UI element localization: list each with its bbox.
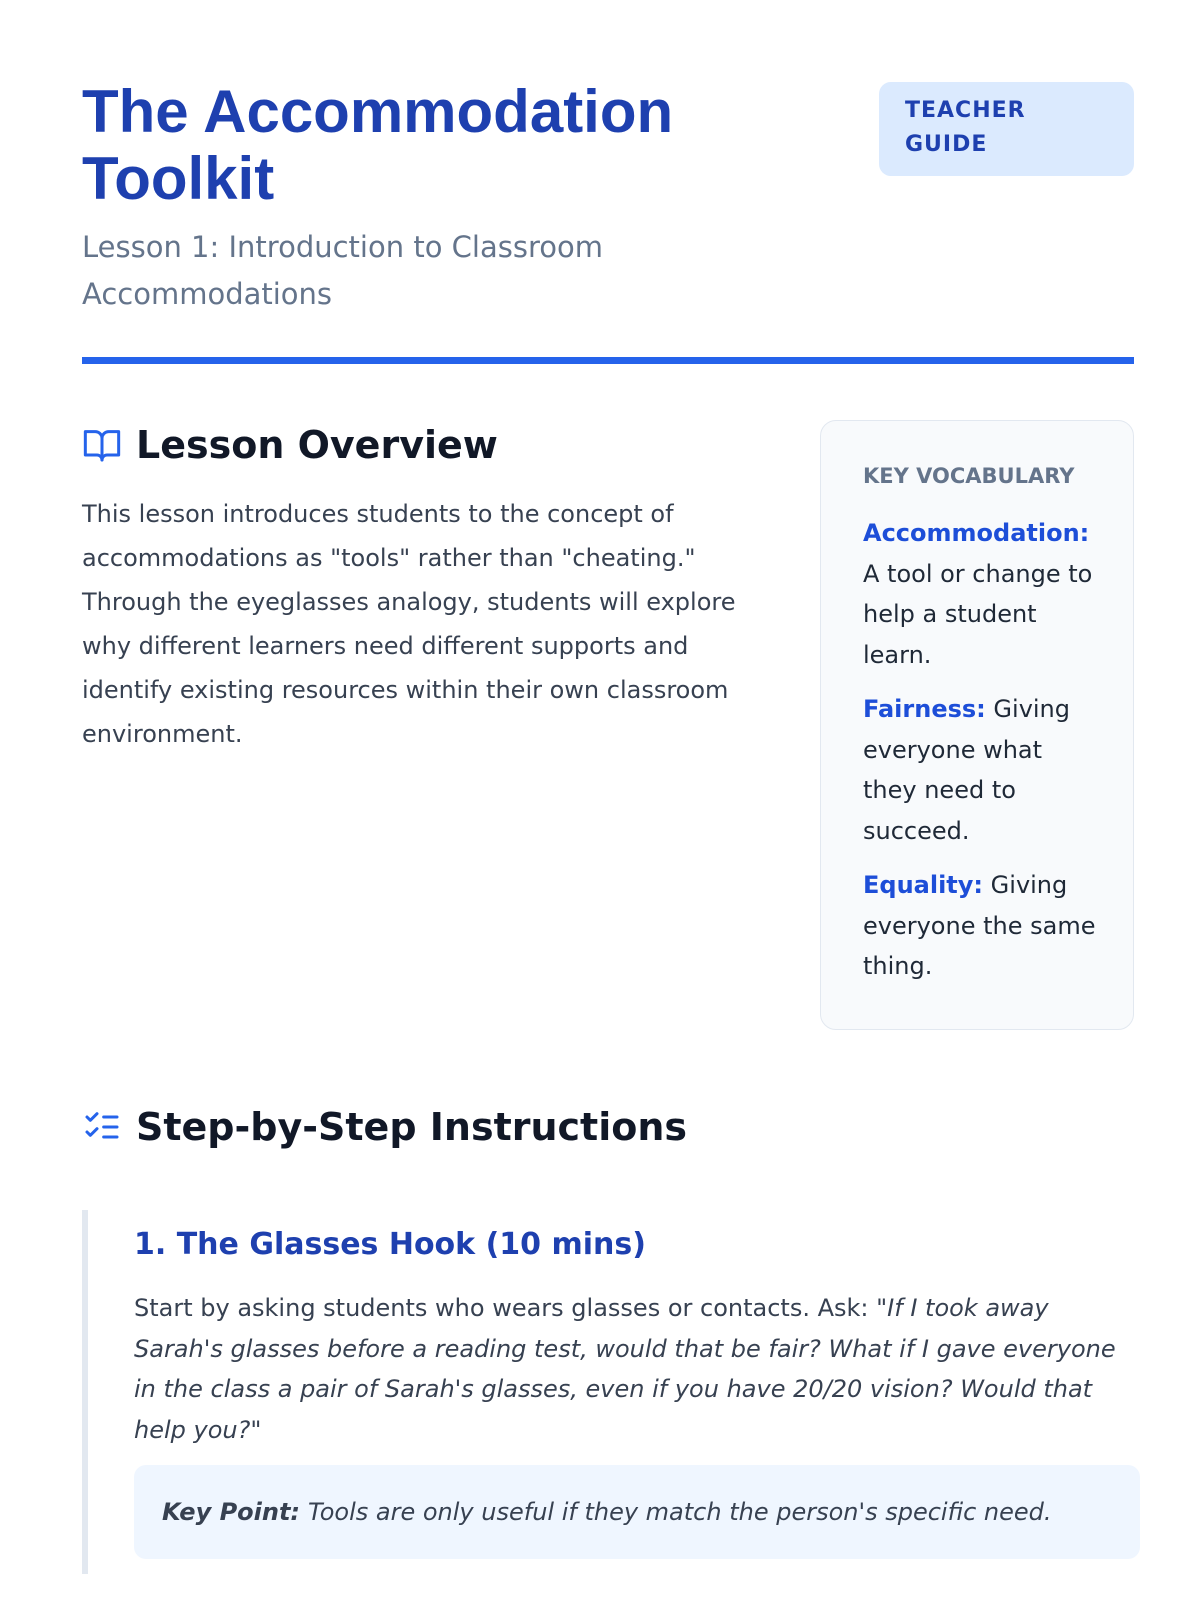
page-header <box>82 78 1134 318</box>
vocabulary-term: Equality: <box>863 871 984 899</box>
page-title: The Accommodation Toolkit <box>82 78 674 212</box>
vocabulary-item <box>863 865 1097 987</box>
lesson-subtitle: Lesson 1: Introduction to Classroom Accommodations <box>82 230 603 311</box>
key-vocabulary-card <box>820 420 1134 1030</box>
lesson-page <box>82 0 1134 1600</box>
vocabulary-term: Accommodation: <box>863 519 1090 547</box>
step-quote: "If I took away Sarah's glasses before a reading test, would that be fair? What if I gave everyone in the class a pair of Sarah's glasses, even if you have 20/20 vision? Would that help you?" <box>134 1294 1116 1444</box>
vocabulary-item <box>863 513 1097 675</box>
vocabulary-definition: A tool or change to help a student learn. <box>863 559 1093 669</box>
overview-title: Lesson Overview <box>136 423 498 467</box>
header-divider <box>82 357 1134 364</box>
list-checks-icon <box>82 1107 122 1147</box>
key-point-text: Tools are only useful if they match the person's specific need. <box>308 1498 1052 1526</box>
steps-heading <box>82 1102 687 1152</box>
step-intro: Start by asking students who wears glasses or contacts. Ask: <box>134 1294 877 1322</box>
book-open-icon <box>82 425 122 465</box>
overview-heading <box>82 420 498 470</box>
vocabulary-term: Fairness: <box>863 695 986 723</box>
vocabulary-definition: Giving everyone what they need to succeed. <box>863 695 1071 845</box>
teacher-guide-badge: TEACHER GUIDE <box>879 82 1134 176</box>
vocabulary-title: KEY VOCABULARY <box>863 464 1075 488</box>
vocabulary-item <box>863 689 1097 851</box>
step-title: 1. The Glasses Hook (10 mins) <box>134 1227 646 1262</box>
step-body <box>134 1288 1134 1450</box>
vocabulary-definition: Giving everyone the same thing. <box>863 871 1096 980</box>
step-card <box>82 1210 1134 1574</box>
key-point-callout <box>134 1465 1140 1559</box>
key-point-label: Key Point: <box>162 1498 301 1526</box>
overview-text: This lesson introduces students to the concept of accommodations as "tools" rather than "cheating." Through the eyeglasses analogy, students will explore why different learners need different supports and identify existing resources within their own classroom environment. <box>82 500 736 748</box>
steps-title: Step-by-Step Instructions <box>136 1105 688 1149</box>
